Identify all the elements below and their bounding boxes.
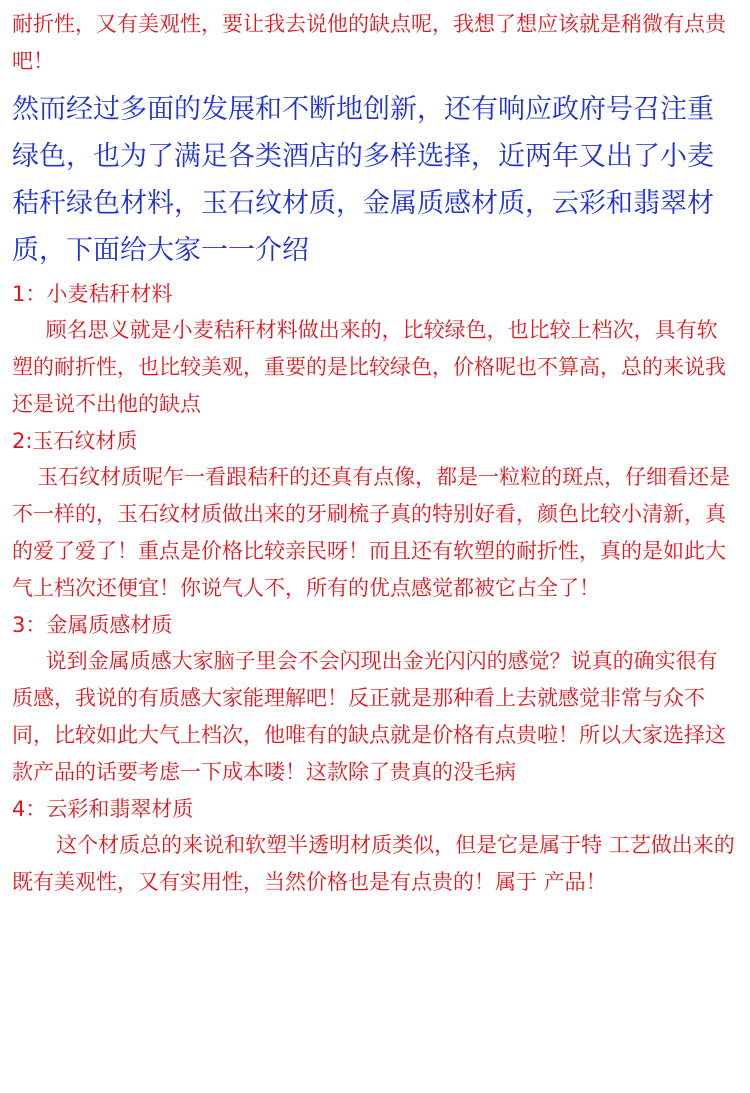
section-wheat-straw [12, 276, 736, 423]
intro-red-paragraph: 耐折性，又有美观性，要让我去说他的缺点呢，我想了想应该就是稍微有点贵吧！ [12, 12, 726, 73]
section-heading: 1：小麦秸秆材料 [12, 282, 173, 306]
section-body: 玉石纹材质呢乍一看跟秸秆的还真有点像，都是一粒粒的斑点，仔细看还是不一样的，玉石纹材质做出来的牙刷梳子真的特别好看，颜色比较小清新，真的爱了爱了！重点是价格比较亲民呀！而且还有软塑的耐折性，真的是如此大气上档次还便宜！你说气人不，所有的优点感觉都被它占全了！ [12, 465, 731, 600]
section-metal-texture [12, 607, 736, 791]
section-body: 顾名思义就是小麦秸秆材料做出来的，比较绿色，也比较上档次，具有软塑的耐折性，也比较美观，重要的是比较绿色，价格呢也不算高，总的来说我还是说不出他的缺点 [12, 318, 726, 416]
section-cloud-jade [12, 791, 736, 901]
section-heading: 3：金属质感材质 [12, 613, 173, 637]
intro-blue-paragraph: 然而经过多面的发展和不断地创新，还有响应政府号召注重 绿色，也为了满足各类酒店的多样选择，近两年又出了小麦秸秆绿色材料，玉石纹材质，金属质感材质，云彩和翡翠材质，下面给大家一一介绍 [12, 94, 714, 266]
section-jade-texture [12, 423, 736, 607]
section-heading: 2:玉石纹材质 [12, 429, 138, 453]
section-body: 这个材质总的来说和软塑半透明材质类似，但是它是属于特 工艺做出来的既有美观性，又有实用性，当然价格也是有点贵的！属于 产品！ [12, 833, 735, 894]
section-heading: 4：云彩和翡翠材质 [12, 797, 194, 821]
section-body: 说到金属质感大家脑子里会不会闪现出金光闪闪的感觉？说真的确实很有质感，我说的有质感大家能理解吧！反正就是那种看上去就感觉非常与众不同，比较如此大气上档次，他唯有的缺点就是价格有点贵啦！所以大家选择这款产品的话要考虑一下成本喽！这款除了贵真的没毛病 [12, 649, 726, 784]
